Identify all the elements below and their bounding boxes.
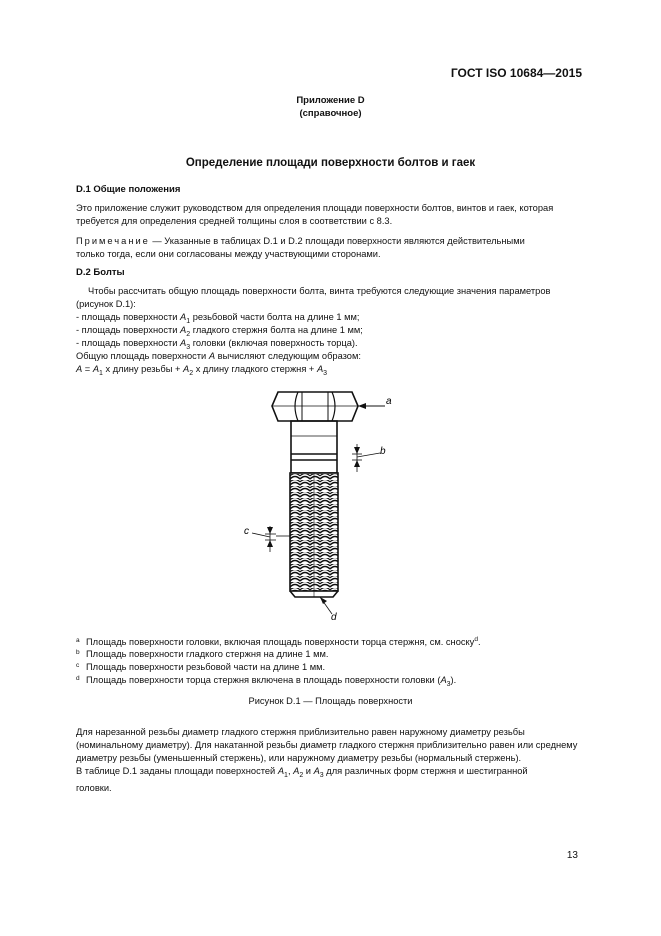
- annex-subtitle: (справочное): [299, 108, 362, 119]
- leader-d: [320, 597, 337, 623]
- d2-intro: [76, 285, 584, 311]
- note-line1: — Указанные в таблицах D.1 и D.2 площади поверхности являются действительными: [149, 236, 525, 246]
- d1-line2: требуется для определения средней толщины слоя в соответствии с 8.3.: [76, 216, 393, 226]
- section-d1-paragraph: [76, 202, 584, 228]
- bolt-shank: [291, 421, 337, 473]
- closing-paragraph-1: Для нарезанной резьбы диаметр гладкого стержня приблизительно равен наружному диаметру резьбы (номинальному диаметру). Для накатанной резьбы диаметр гладкого стержня приблизительно равен или среднему диаметру резьбы (уменьшенный стержень), или наружному диаметру резьбы (нормальный стержень).: [76, 727, 578, 763]
- leader-b: [352, 444, 386, 472]
- closing-paragraph-2: В таблице D.1 заданы площади поверхностей $A_1$, $A_2$ и $A_3$ для различных форм стержня и шестигранной головки.: [76, 766, 528, 793]
- footnote-d: d Площадь поверхности торца стержня включена в площадь поверхности головки $(A_3)$.: [76, 675, 457, 688]
- page-number: 13: [566, 850, 578, 861]
- d2-item-3: - площадь поверхности $A_3$ головки (включая поверхность торца).: [76, 338, 358, 351]
- d2-intro-line1: Чтобы рассчитать общую площадь поверхности болта, винта требуются следующие значения параметров: [88, 286, 551, 296]
- annex-title: Приложение D: [296, 95, 365, 106]
- footnote-a: a Площадь поверхности головки, включая площадь поверхности торца стержня, см. сноску$^d$.: [76, 636, 481, 648]
- d2-item-2: - площадь поверхности $A_2$ гладкого стержня болта на длине 1 мм;: [76, 325, 363, 338]
- label-b: b: [380, 446, 386, 457]
- label-a: a: [386, 396, 392, 407]
- leader-a: [358, 396, 392, 409]
- d1-line1: Это приложение служит руководством для определения площади поверхности болтов, винтов и гаек, которая: [76, 203, 554, 213]
- d2-item-1: - площадь поверхности $A_1$ резьбовой части болта на длине 1 мм;: [76, 312, 360, 325]
- document-title: Определение площади поверхности болтов и гаек: [185, 157, 476, 169]
- d2-total-text: Общую площадь поверхности A вычисляют следующим образом:: [76, 351, 361, 361]
- section-d1-heading: D.1 Общие положения: [76, 184, 181, 195]
- note-label: Примечание: [76, 236, 150, 246]
- annex-heading: [0, 94, 661, 120]
- footnote-c: c Площадь поверхности резьбовой части на длине 1 мм.: [76, 662, 326, 672]
- d2-formula: $A = A_1$ x длину резьбы + $A_2$ x длину гладкого стержня + $A_3$: [76, 364, 328, 377]
- standard-number: ГОСТ ISO 10684—2015: [450, 66, 582, 80]
- label-d: d: [331, 612, 337, 623]
- bolt-diagram: [240, 384, 410, 624]
- d2-intro-line2: (рисунок D.1):: [76, 299, 136, 309]
- label-c: c: [244, 526, 249, 537]
- section-d2-heading: D.2 Болты: [76, 267, 125, 278]
- leader-c: [244, 526, 290, 552]
- bolt-head: [272, 392, 358, 421]
- bolt-thread: [290, 473, 338, 597]
- figure-caption: Рисунок D.1 — Площадь поверхности: [248, 696, 413, 706]
- footnote-b: b Площадь поверхности гладкого стержня на длине 1 мм.: [76, 649, 329, 659]
- note-line2: только тогда, если они согласованы между участвующими сторонами.: [76, 249, 381, 259]
- d1-note: [76, 235, 584, 261]
